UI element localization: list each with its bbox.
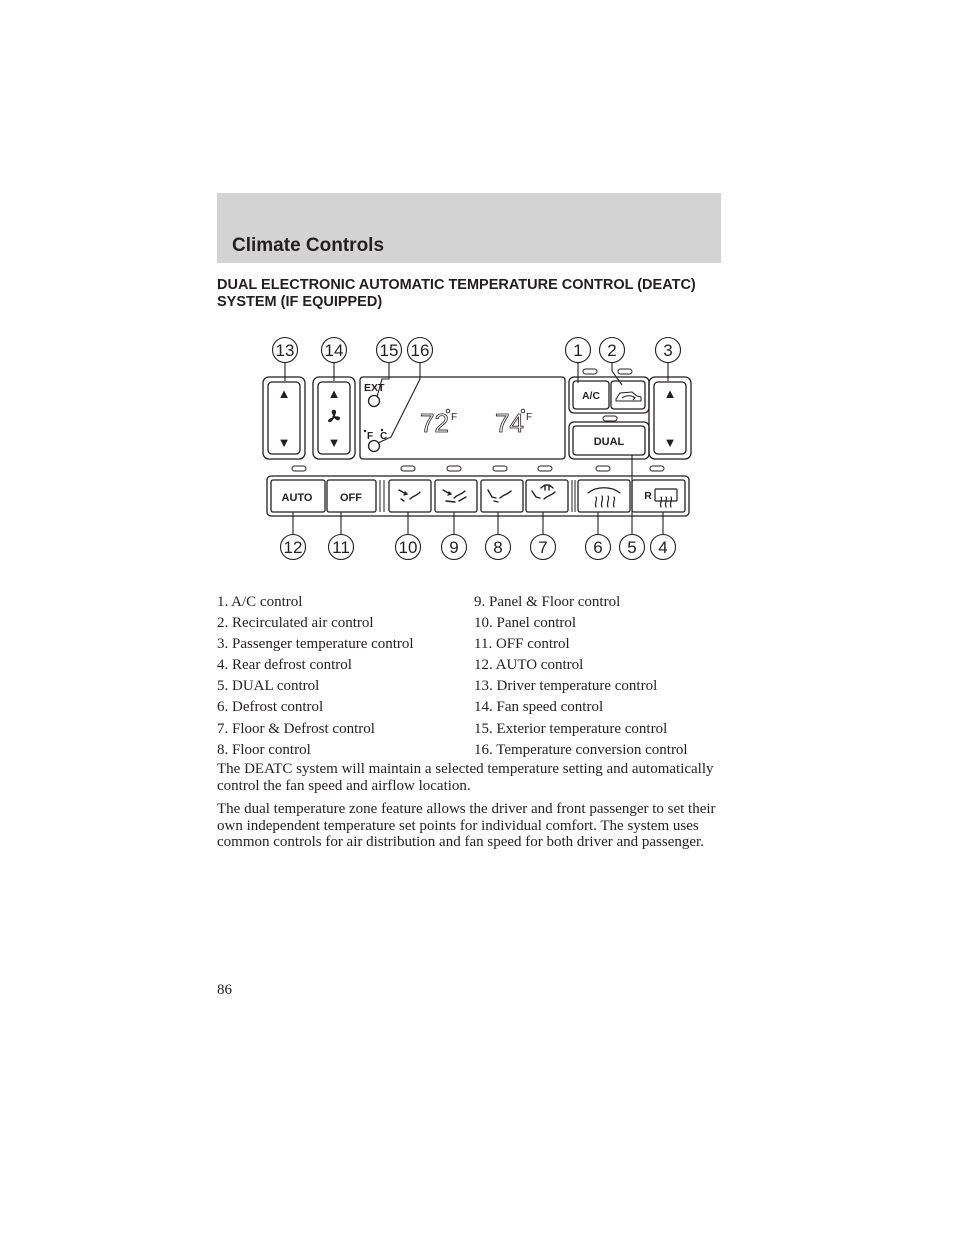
floor-icon [488,490,511,502]
passenger-unit: F [526,412,533,423]
callout-9-label: 9 [449,538,459,557]
legend-item: 13. Driver temperature control [474,678,658,695]
fan-down-arrow-icon[interactable]: ▼ [327,435,341,450]
panel-icon [399,490,420,501]
callout-8-label: 8 [493,538,503,557]
celsius-label: C [380,431,388,442]
ext-indicator [369,396,380,407]
indicator-led [493,466,507,471]
driver-temp-down-arrow-icon[interactable]: ▼ [277,435,291,450]
callout-12-label: 12 [283,538,303,557]
legend-item: 6. Defrost control [217,699,324,716]
legend-item: 15. Exterior temperature control [474,720,668,737]
ext-label: EXT [364,382,385,394]
panel-floor-icon [443,490,466,502]
indicator-led [401,466,415,471]
callout-16-label: 16 [410,341,430,360]
legend-item: 4. Rear defrost control [217,657,352,674]
indicator-led [618,369,632,374]
callout-13-label: 13 [275,341,295,360]
legend-item: 10. Panel control [474,615,577,632]
rear-label: R [644,490,652,502]
legend-item: 1. A/C control [217,594,303,610]
dual-label: DUAL [593,436,625,448]
legend-item: 5. DUAL control [217,678,320,695]
legend-item: 14. Fan speed control [474,699,604,716]
legend-item: 7. Floor & Defrost control [217,720,375,737]
legend-item: 9. Panel & Floor control [474,594,621,610]
fan-icon [328,410,340,422]
fan-up-arrow-icon[interactable]: ▲ [327,386,341,401]
passenger-temp-readout: 74 [495,408,524,438]
callout-1-label: 1 [573,341,583,360]
defrost-icon [588,488,620,507]
floor-defrost-icon [532,485,555,499]
callout-7-label: 7 [538,538,548,557]
driver-temp-up-arrow-icon[interactable]: ▲ [277,386,291,401]
fahrenheit-label: F [367,431,374,442]
indicator-led [583,369,597,374]
body-paragraph-1: The DEATC system will maintain a selected temperature setting and automatically control the fan speed and airflow location. [217,761,714,794]
driver-temp-readout: 72 [420,408,449,438]
callout-14-label: 14 [324,341,344,360]
indicator-led [650,466,664,471]
section-heading: DUAL ELECTRONIC AUTOMATIC TEMPERATURE CONTROL (DEATC) SYSTEM (IF EQUIPPED) [217,277,696,310]
indicator-led [596,466,610,471]
indicator-led [292,466,306,471]
auto-label: AUTO [281,492,313,504]
legend-item: 3. Passenger temperature control [217,636,414,653]
page-number: 86 [217,982,232,998]
defrost-button[interactable] [578,480,630,512]
body-paragraph-2: The dual temperature zone feature allows the driver and front passenger to set their own independent temperature set points for individual comfort. The system uses common controls for air distribution and fan speed for both driver and passenger. [217,801,716,850]
passenger-temp-up-arrow-icon[interactable]: ▲ [663,386,677,401]
callout-4-label: 4 [658,538,668,557]
off-label: OFF [340,492,362,504]
callout-15-label: 15 [379,341,399,360]
indicator-led [447,466,461,471]
callout-2-label: 2 [607,341,617,360]
indicator-led [603,416,617,421]
legend-item: 16. Temperature conversion control [474,741,688,758]
passenger-temp-down-arrow-icon[interactable]: ▼ [663,435,677,450]
legend-item: 8. Floor control [217,741,311,758]
rear-defrost-icon [655,489,677,507]
callout-5-label: 5 [627,538,637,557]
legend-item: 11. OFF control [474,636,570,653]
page-title: Climate Controls [232,235,385,256]
conversion-indicator [369,441,380,452]
legend-column-right [474,592,688,761]
ac-label: A/C [581,390,601,402]
callout-3-label: 3 [663,341,673,360]
recirc-button[interactable] [611,381,645,409]
mode-button-row [267,476,689,516]
deatc-control-panel-diagram [260,335,700,570]
legend-item: 2. Recirculated air control [217,615,374,632]
callout-10-label: 10 [398,538,418,557]
recirculation-icon [616,392,641,401]
callout-6-label: 6 [593,538,603,557]
legend-item: 12. AUTO control [474,657,584,674]
driver-unit: F [451,412,458,423]
header-band [217,193,721,263]
display-screen [360,377,565,459]
panel-button[interactable] [389,480,431,512]
callout-11-label: 11 [332,538,350,557]
indicator-led [538,466,552,471]
legend-column-left [217,592,414,761]
